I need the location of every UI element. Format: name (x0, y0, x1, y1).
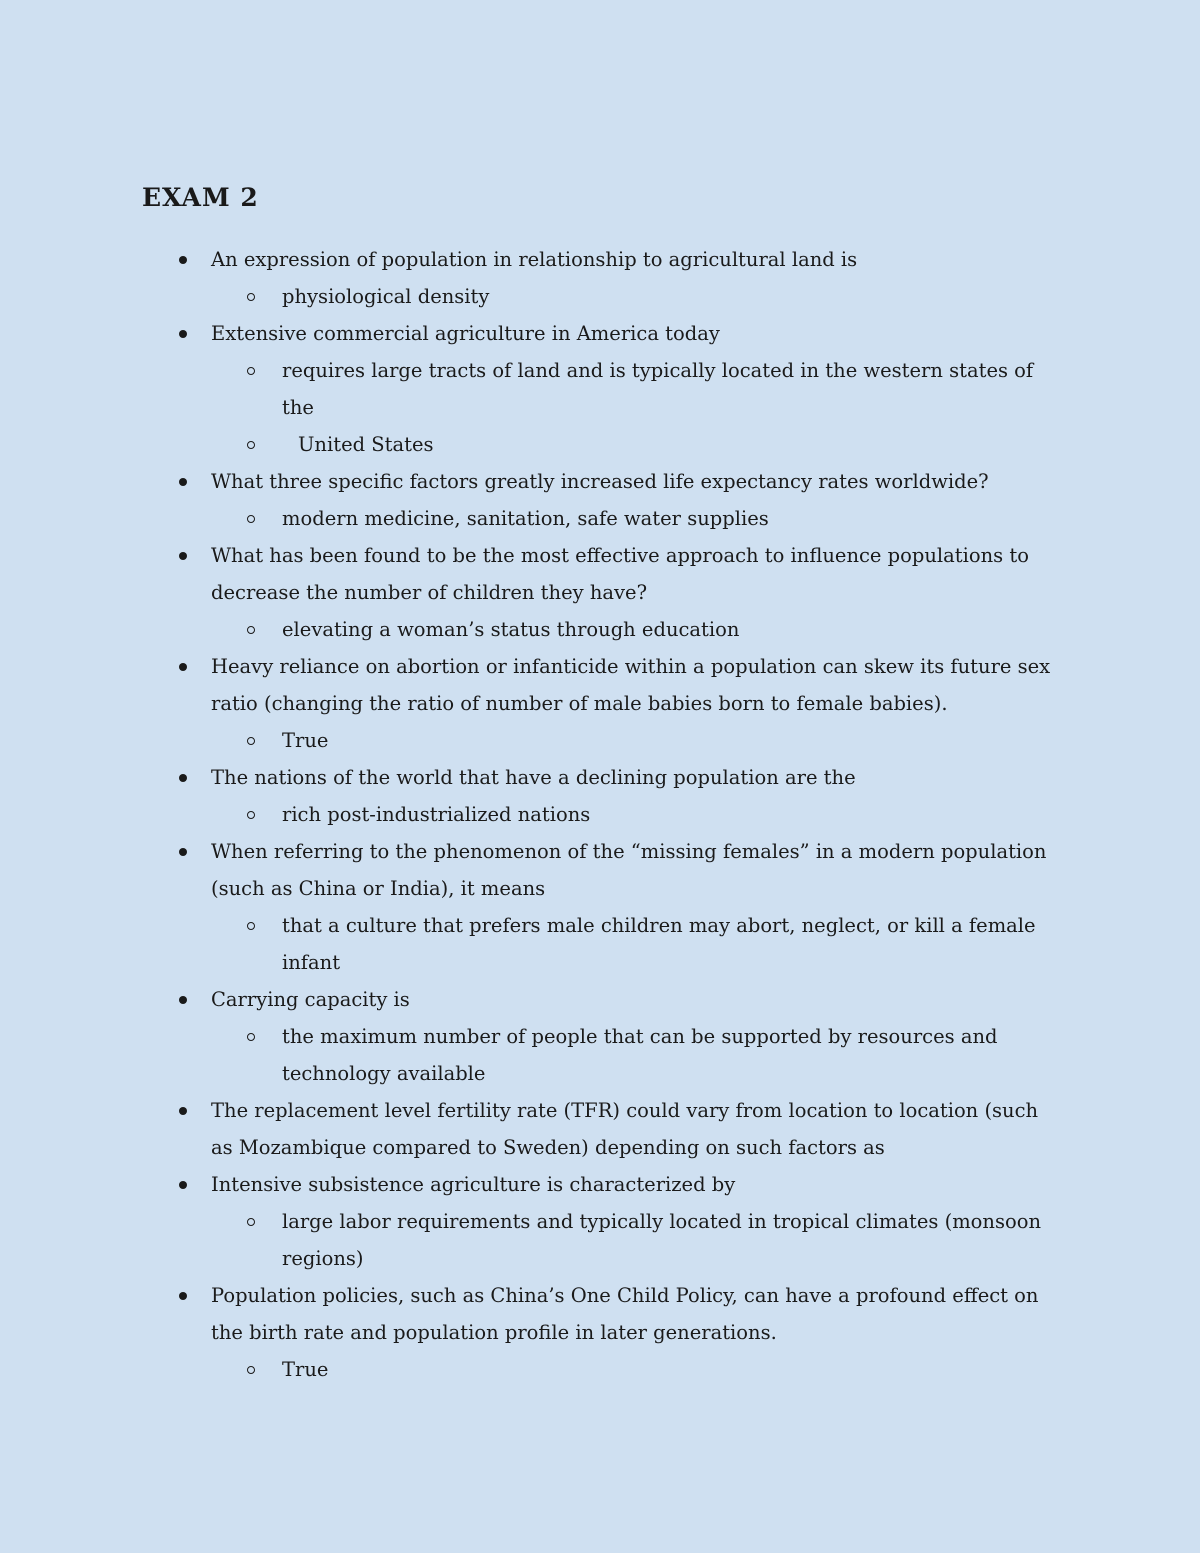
answer-list (211, 1018, 1061, 1092)
question-text: Extensive commercial agriculture in America today (211, 322, 720, 345)
answer-text: True (282, 1358, 329, 1381)
question-list (0, 241, 1200, 1388)
question-item (0, 1277, 1061, 1388)
answer-list (211, 796, 1061, 833)
answer-text: elevating a woman’s status through education (282, 618, 740, 641)
answer-item (282, 500, 1052, 537)
question-item (0, 537, 1061, 648)
answer-text: United States (298, 433, 434, 456)
answer-item (282, 1351, 1052, 1388)
question-text: What three specific factors greatly increased life expectancy rates worldwide? (211, 470, 989, 493)
answer-text: the maximum number of people that can be supported by resources and technology available (282, 1025, 998, 1085)
answer-text: that a culture that prefers male children may abort, neglect, or kill a female infant (282, 914, 1036, 974)
question-text: The nations of the world that have a declining population are the (211, 766, 856, 789)
answer-list (211, 722, 1061, 759)
question-text: Carrying capacity is (211, 988, 410, 1011)
question-item (0, 463, 1061, 537)
answer-text: rich post-industrialized nations (282, 803, 591, 826)
answer-text: large labor requirements and typically located in tropical climates (monsoon regions) (282, 1210, 1042, 1270)
answer-item (282, 352, 1052, 426)
page-title: EXAM 2 (142, 183, 259, 212)
answer-item (282, 796, 1052, 833)
answer-item (282, 611, 1052, 648)
question-text: Heavy reliance on abortion or infanticide within a population can skew its future sex ratio (changing the ratio of number of male babies born to female babies). (211, 655, 1051, 715)
question-text: An expression of population in relationship to agricultural land is (211, 248, 858, 271)
answer-item (282, 722, 1052, 759)
question-text: Population policies, such as China’s One Child Policy, can have a profound effect on the birth rate and population profile in later generations. (211, 1284, 1039, 1344)
answer-list (211, 352, 1061, 463)
question-item (0, 1092, 1061, 1166)
question-text: When referring to the phenomenon of the “missing females” in a modern population (such as China or India), it means (211, 840, 1047, 900)
answer-text: requires large tracts of land and is typically located in the western states of the (282, 359, 1034, 419)
answer-text: physiological density (282, 285, 490, 308)
question-item (0, 981, 1061, 1092)
question-item (0, 833, 1061, 981)
answer-list (211, 611, 1061, 648)
answer-item (282, 1018, 1052, 1092)
answer-list (211, 907, 1061, 981)
question-item (0, 648, 1061, 759)
question-text: What has been found to be the most effective approach to influence populations to decrease the number of children they have? (211, 544, 1029, 604)
answer-list (211, 1203, 1061, 1277)
answer-list (211, 500, 1061, 537)
question-text: Intensive subsistence agriculture is characterized by (211, 1173, 736, 1196)
question-text: The replacement level fertility rate (TFR) could vary from location to location (such as Mozambique compared to Sweden) depending on such factors as (211, 1099, 1039, 1159)
answer-text: True (282, 729, 329, 752)
question-item (0, 315, 1061, 463)
question-item (0, 241, 1061, 315)
question-item (0, 1166, 1061, 1277)
answer-item (282, 907, 1052, 981)
answer-list (211, 1351, 1061, 1388)
question-item (0, 759, 1061, 833)
answer-text: modern medicine, sanitation, safe water supplies (282, 507, 769, 530)
answer-list (211, 278, 1061, 315)
answer-item (282, 1203, 1052, 1277)
answer-item (282, 426, 1052, 463)
answer-item (282, 278, 1052, 315)
